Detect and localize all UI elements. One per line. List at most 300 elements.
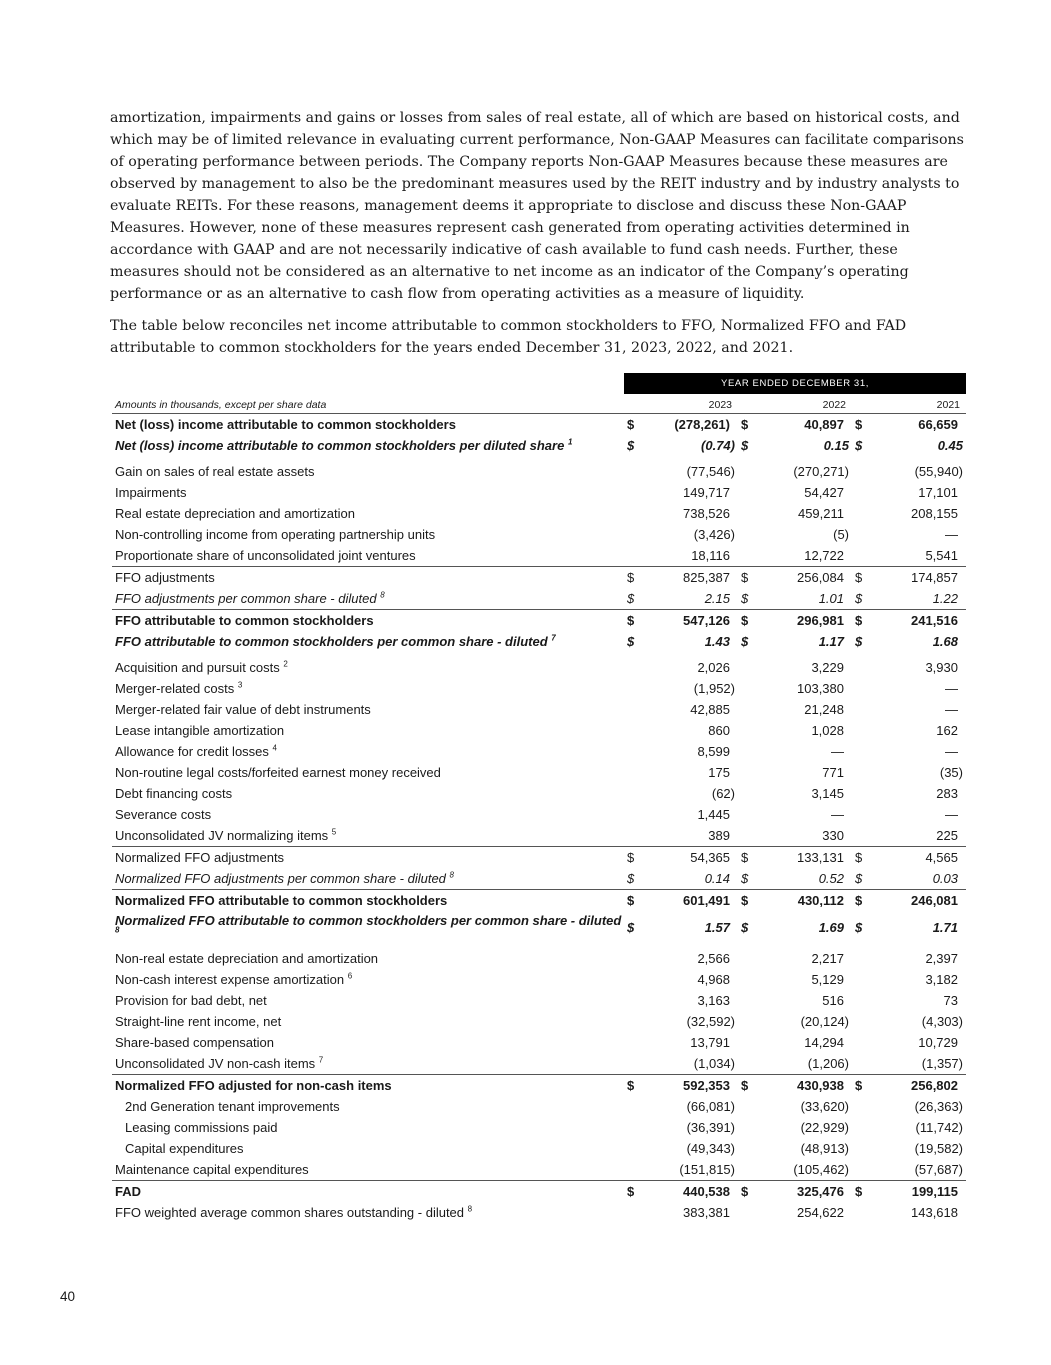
value-cell-2021 xyxy=(852,591,966,606)
value-cell-2022 xyxy=(738,1184,852,1199)
value-cell-2022 xyxy=(738,1035,852,1050)
value-number: (105,462) xyxy=(793,1162,849,1177)
value-number: (151,815) xyxy=(679,1162,735,1177)
value-number: 440,538 xyxy=(683,1184,730,1199)
value-cell-2023 xyxy=(624,1184,738,1199)
value-cell-2022 xyxy=(738,591,852,606)
value-number: (22,929) xyxy=(800,1120,849,1135)
value-number: (32,592) xyxy=(686,1014,735,1029)
value-cell-2023 xyxy=(624,828,738,843)
value-cell-2021 xyxy=(852,1078,966,1093)
dollar-sign: $ xyxy=(741,1184,749,1199)
value-cell-2021 xyxy=(852,786,966,801)
value-cell-2023 xyxy=(624,548,738,563)
value-number: 54,427 xyxy=(804,485,844,500)
table-row xyxy=(112,868,966,889)
row-label-text: Non-real estate depreciation and amortization xyxy=(115,951,379,966)
table-row xyxy=(112,741,966,762)
value-cell-2023 xyxy=(624,1078,738,1093)
value-number: — xyxy=(945,527,958,542)
dollar-sign: $ xyxy=(741,850,749,865)
value-number: 246,081 xyxy=(911,893,958,908)
row-label xyxy=(112,1162,624,1177)
value-cell-2021 xyxy=(852,1141,966,1156)
value-number: 2,217 xyxy=(811,951,844,966)
value-cell-2022 xyxy=(738,1120,852,1135)
row-label xyxy=(112,660,624,675)
value-number: 208,155 xyxy=(911,506,958,521)
dollar-sign: $ xyxy=(627,438,635,453)
row-label-text: Normalized FFO attributable to common stockholders xyxy=(115,893,448,908)
value-cell-2021 xyxy=(852,807,966,822)
body-paragraph-1: amortization, impairments and gains or losses from sales of real estate, all of which are based on historical costs, and which may be of limited relevance in evaluating current performance, Non-GAAP Measures can facilitate comparisons of operating performance between periods. The Company reports Non-GAAP Measures because these measures are observed by management to also be the predominant measures used by the REIT industry and by industry analysts to evaluate REITs. For these reasons, management deems it appropriate to disclose and discuss these Non-GAAP Measures. However, none of these measures represent cash generated from operating activities determined in accordance with GAAP and are not necessarily indicative of cash available to fund cash needs. Further, these measures should not be considered as an alternative to net income as an indicator of the Company’s operating performance or as an alternative to cash flow from operating activities as a measure of liquidity. xyxy=(110,110,964,302)
row-label xyxy=(112,765,624,780)
value-number: 0.52 xyxy=(818,871,844,886)
value-number: 5,129 xyxy=(811,972,844,987)
value-cell-2023 xyxy=(624,464,738,479)
dollar-sign: $ xyxy=(627,634,635,649)
value-cell-2023 xyxy=(624,506,738,521)
value-number: 143,618 xyxy=(911,1205,958,1220)
value-number: — xyxy=(945,702,958,717)
table-row xyxy=(112,524,966,545)
value-cell-2021 xyxy=(852,527,966,542)
reconciliation-table xyxy=(112,373,966,1223)
value-cell-2023 xyxy=(624,744,738,759)
value-number: 3,229 xyxy=(811,660,844,675)
value-number: 42,885 xyxy=(690,702,730,717)
dollar-sign: $ xyxy=(741,893,749,908)
value-number: (77,546) xyxy=(686,464,735,479)
row-label-text: Provision for bad debt, net xyxy=(115,993,267,1008)
value-cell-2021 xyxy=(852,438,966,453)
dollar-sign: $ xyxy=(627,417,635,432)
value-cell-2022 xyxy=(738,634,852,649)
footnote-marker: 3 xyxy=(237,680,243,690)
value-cell-2021 xyxy=(852,921,966,934)
dollar-sign: $ xyxy=(741,634,749,649)
row-label-text: Normalized FFO adjustments per common share - diluted xyxy=(115,871,446,886)
value-cell-2021 xyxy=(852,1162,966,1177)
row-label xyxy=(112,786,624,801)
value-number: 1.22 xyxy=(932,591,958,606)
row-label-text: Non-controlling income from operating partnership units xyxy=(115,527,436,542)
value-cell-2023 xyxy=(624,723,738,738)
row-label-text: Debt financing costs xyxy=(115,786,233,801)
value-cell-2022 xyxy=(738,972,852,987)
row-label-text: Gain on sales of real estate assets xyxy=(115,464,315,479)
table-row xyxy=(112,1117,966,1138)
value-cell-2021 xyxy=(852,850,966,865)
value-cell-2022 xyxy=(738,1078,852,1093)
value-cell-2023 xyxy=(624,1205,738,1220)
row-label xyxy=(112,1035,624,1050)
value-cell-2022 xyxy=(738,765,852,780)
footnote-marker: 5 xyxy=(331,827,337,837)
value-number: (1,034) xyxy=(693,1056,735,1071)
dollar-sign: $ xyxy=(741,417,749,432)
value-number: 18,116 xyxy=(691,548,730,563)
value-number: 296,981 xyxy=(797,613,844,628)
value-cell-2021 xyxy=(852,765,966,780)
row-label-text: Unconsolidated JV non-cash items xyxy=(115,1056,316,1071)
value-cell-2022 xyxy=(738,613,852,628)
value-cell-2021 xyxy=(852,1205,966,1220)
dollar-sign: $ xyxy=(627,570,635,585)
value-cell-2023 xyxy=(624,1014,738,1029)
value-cell-2021 xyxy=(852,893,966,908)
table-row xyxy=(112,414,966,435)
row-label-text: Net (loss) income attributable to common stockholders per diluted share xyxy=(115,438,565,453)
table-row xyxy=(112,503,966,524)
value-cell-2022 xyxy=(738,951,852,966)
value-number: 13,791 xyxy=(690,1035,730,1050)
table-row xyxy=(112,846,966,868)
dollar-sign: $ xyxy=(741,438,749,453)
row-label-text: 2nd Generation tenant improvements xyxy=(125,1099,340,1114)
table-row xyxy=(112,948,966,969)
row-label-text: Proportionate share of unconsolidated joint ventures xyxy=(115,548,416,563)
row-label xyxy=(112,828,624,843)
value-number: (11,742) xyxy=(915,1120,963,1135)
value-cell-2023 xyxy=(624,417,738,432)
value-cell-2023 xyxy=(624,485,738,500)
value-cell-2021 xyxy=(852,702,966,717)
value-cell-2022 xyxy=(738,893,852,908)
row-label-text: FFO attributable to common stockholders per common share - diluted xyxy=(115,634,548,649)
value-cell-2021 xyxy=(852,506,966,521)
value-number: 256,084 xyxy=(797,570,844,585)
table-row xyxy=(112,783,966,804)
table-row xyxy=(112,588,966,609)
value-number: (270,271) xyxy=(793,464,849,479)
row-label xyxy=(112,613,624,628)
row-label-text: Leasing commissions paid xyxy=(125,1120,278,1135)
row-label-text: Merger-related fair value of debt instruments xyxy=(115,702,371,717)
value-cell-2023 xyxy=(624,591,738,606)
value-number: 1.68 xyxy=(932,634,958,649)
table-row xyxy=(112,461,966,482)
table-row xyxy=(112,657,966,678)
value-number: 389 xyxy=(708,828,730,843)
table-row xyxy=(112,720,966,741)
value-number: — xyxy=(945,744,958,759)
value-cell-2022 xyxy=(738,1056,852,1071)
value-cell-2021 xyxy=(852,634,966,649)
value-number: 430,938 xyxy=(797,1078,844,1093)
footnote-marker: 6 xyxy=(347,971,353,981)
year-ended-header: YEAR ENDED DECEMBER 31, xyxy=(624,373,966,394)
table-row xyxy=(112,1011,966,1032)
table-row xyxy=(112,1096,966,1117)
row-label xyxy=(112,438,624,453)
value-number: 1.43 xyxy=(704,634,730,649)
value-number: 162 xyxy=(936,723,958,738)
value-number: 199,115 xyxy=(911,1184,958,1199)
value-cell-2023 xyxy=(624,893,738,908)
value-cell-2022 xyxy=(738,506,852,521)
dollar-sign: $ xyxy=(855,634,863,649)
value-number: 133,131 xyxy=(797,850,844,865)
row-label xyxy=(112,570,624,585)
body-paragraph-2: The table below reconciles net income attributable to common stockholders to FFO, Normalized FFO and FAD attributable to common stockholders for the years ended December 31, 2023, 2022, and 2021. xyxy=(110,318,907,356)
dollar-sign: $ xyxy=(855,1184,863,1199)
row-label xyxy=(112,951,624,966)
value-number: 516 xyxy=(822,993,844,1008)
value-cell-2023 xyxy=(624,807,738,822)
value-number: (33,620) xyxy=(800,1099,849,1114)
value-cell-2021 xyxy=(852,417,966,432)
dollar-sign: $ xyxy=(855,871,863,886)
value-cell-2022 xyxy=(738,570,852,585)
value-cell-2023 xyxy=(624,702,738,717)
value-number: 4,565 xyxy=(925,850,958,865)
row-label xyxy=(112,850,624,865)
table-row xyxy=(112,1032,966,1053)
value-cell-2021 xyxy=(852,1014,966,1029)
value-number: 1.17 xyxy=(818,634,844,649)
value-number: (1,952) xyxy=(693,681,735,696)
table-row xyxy=(112,631,966,652)
value-number: — xyxy=(831,807,844,822)
value-cell-2023 xyxy=(624,993,738,1008)
value-cell-2021 xyxy=(852,972,966,987)
value-number: 241,516 xyxy=(911,613,958,628)
dollar-sign: $ xyxy=(741,871,749,886)
value-cell-2021 xyxy=(852,1120,966,1135)
row-label xyxy=(112,914,624,940)
value-cell-2021 xyxy=(852,1056,966,1071)
dollar-sign: $ xyxy=(855,591,863,606)
value-cell-2021 xyxy=(852,464,966,479)
value-cell-2023 xyxy=(624,570,738,585)
value-cell-2022 xyxy=(738,681,852,696)
value-cell-2022 xyxy=(738,438,852,453)
dollar-sign: $ xyxy=(627,850,635,865)
value-number: 330 xyxy=(822,828,844,843)
value-cell-2022 xyxy=(738,871,852,886)
year-2023-header: 2023 xyxy=(708,399,732,411)
table-row xyxy=(112,969,966,990)
value-number: 0.15 xyxy=(823,438,849,453)
value-number: 21,248 xyxy=(804,702,844,717)
value-cell-2022 xyxy=(738,723,852,738)
row-label xyxy=(112,972,624,987)
value-number: 3,145 xyxy=(811,786,844,801)
table-row xyxy=(112,699,966,720)
dollar-sign: $ xyxy=(627,919,635,935)
value-number: 601,491 xyxy=(683,893,730,908)
row-label-text: FFO adjustments per common share - diluted xyxy=(115,591,377,606)
value-number: (1,357) xyxy=(921,1056,963,1071)
value-cell-2022 xyxy=(738,1205,852,1220)
row-label xyxy=(112,506,624,521)
value-number: 825,387 xyxy=(683,570,730,585)
row-label xyxy=(112,1205,624,1220)
table-row xyxy=(112,762,966,783)
row-label xyxy=(112,893,624,908)
value-number: 174,857 xyxy=(911,570,958,585)
value-cell-2023 xyxy=(624,681,738,696)
value-number: 430,112 xyxy=(797,893,844,908)
dollar-sign: $ xyxy=(855,1078,863,1093)
row-label xyxy=(112,634,624,649)
column-header-row xyxy=(112,394,966,414)
value-number: 1,028 xyxy=(811,723,844,738)
value-number: (4,303) xyxy=(921,1014,963,1029)
value-number: 175 xyxy=(708,765,730,780)
value-number: 12,722 xyxy=(804,548,844,563)
table-row xyxy=(112,804,966,825)
value-number: 8,599 xyxy=(697,744,730,759)
dollar-sign: $ xyxy=(627,871,635,886)
value-number: 592,353 xyxy=(683,1078,730,1093)
footnote-marker: 7 xyxy=(551,633,556,643)
value-number: 547,126 xyxy=(683,613,730,628)
value-number: (26,363) xyxy=(914,1099,963,1114)
row-label-text: Unconsolidated JV normalizing items xyxy=(115,828,329,843)
year-2021-header: 2021 xyxy=(936,399,960,411)
value-cell-2023 xyxy=(624,972,738,987)
value-cell-2023 xyxy=(624,765,738,780)
value-number: 4,968 xyxy=(697,972,730,987)
value-number: 66,659 xyxy=(918,417,958,432)
row-label xyxy=(112,807,624,822)
row-label xyxy=(112,1099,624,1114)
dollar-sign: $ xyxy=(855,570,863,585)
value-cell-2021 xyxy=(852,548,966,563)
value-number: 2,026 xyxy=(697,660,730,675)
value-number: 5,541 xyxy=(925,548,958,563)
value-number: (35) xyxy=(939,765,963,780)
value-number: 256,802 xyxy=(911,1078,958,1093)
row-label xyxy=(112,485,624,500)
value-cell-2022 xyxy=(738,702,852,717)
row-label-text: FFO attributable to common stockholders xyxy=(115,613,374,628)
units-note: Amounts in thousands, except per share data xyxy=(115,399,327,411)
table-row xyxy=(112,678,966,699)
value-number: (49,343) xyxy=(686,1141,735,1156)
dollar-sign: $ xyxy=(741,613,749,628)
value-cell-2022 xyxy=(738,993,852,1008)
value-number: 283 xyxy=(936,786,958,801)
row-label-text: Capital expenditures xyxy=(125,1141,244,1156)
dollar-sign: $ xyxy=(855,417,863,432)
row-label-text: FFO adjustments xyxy=(115,570,215,585)
value-cell-2023 xyxy=(624,660,738,675)
value-number: 0.45 xyxy=(937,438,963,453)
row-label-text: FFO weighted average common shares outstanding - diluted xyxy=(115,1205,465,1220)
dollar-sign: $ xyxy=(855,893,863,908)
value-cell-2023 xyxy=(624,951,738,966)
value-cell-2021 xyxy=(852,828,966,843)
value-cell-2022 xyxy=(738,786,852,801)
footnote-marker: 4 xyxy=(272,743,277,753)
value-number: 1,445 xyxy=(697,807,730,822)
footnote-marker: 8 xyxy=(449,870,454,880)
footnote-marker: 8 xyxy=(380,590,385,600)
table-row xyxy=(112,1074,966,1096)
value-number: 771 xyxy=(822,765,844,780)
footnote-marker: 2 xyxy=(283,659,288,669)
table-row xyxy=(112,911,966,943)
dollar-sign: $ xyxy=(741,1078,749,1093)
value-cell-2022 xyxy=(738,548,852,563)
value-number: 40,897 xyxy=(804,417,844,432)
value-number: (66,081) xyxy=(686,1099,735,1114)
dollar-sign: $ xyxy=(855,438,863,453)
row-label xyxy=(112,1120,624,1135)
footnote-marker: 1 xyxy=(567,437,573,447)
value-number: 1.57 xyxy=(704,919,730,935)
value-number: 2,566 xyxy=(697,951,730,966)
value-cell-2022 xyxy=(738,807,852,822)
dollar-sign: $ xyxy=(627,893,635,908)
value-number: 10,729 xyxy=(918,1035,958,1050)
value-cell-2023 xyxy=(624,850,738,865)
row-label xyxy=(112,871,624,886)
value-cell-2022 xyxy=(738,744,852,759)
row-label xyxy=(112,744,624,759)
row-label-text: Normalized FFO attributable to common stockholders per common share - diluted xyxy=(115,913,622,928)
row-label xyxy=(112,464,624,479)
value-cell-2023 xyxy=(624,1120,738,1135)
table-row xyxy=(112,889,966,911)
row-label-text: Lease intangible amortization xyxy=(115,723,285,738)
value-number: — xyxy=(831,744,844,759)
value-cell-2022 xyxy=(738,828,852,843)
row-label xyxy=(112,681,624,696)
value-cell-2022 xyxy=(738,1099,852,1114)
value-number: 254,622 xyxy=(797,1205,844,1220)
value-cell-2023 xyxy=(624,786,738,801)
row-label-text: Acquisition and pursuit costs xyxy=(115,660,280,675)
dollar-sign: $ xyxy=(627,591,635,606)
row-label-text: Impairments xyxy=(115,485,187,500)
value-cell-2022 xyxy=(738,850,852,865)
table-row xyxy=(112,566,966,588)
dollar-sign: $ xyxy=(741,919,749,935)
row-label-text: Merger-related costs xyxy=(115,681,235,696)
value-cell-2023 xyxy=(624,1056,738,1071)
dollar-sign: $ xyxy=(741,570,749,585)
value-cell-2023 xyxy=(624,921,738,934)
table-row xyxy=(112,990,966,1011)
value-number: (48,913) xyxy=(800,1141,849,1156)
value-cell-2021 xyxy=(852,1099,966,1114)
value-cell-2023 xyxy=(624,1099,738,1114)
value-number: (20,124) xyxy=(800,1014,849,1029)
row-label xyxy=(112,1078,624,1093)
dollar-sign: $ xyxy=(741,591,749,606)
value-cell-2022 xyxy=(738,417,852,432)
row-label-text: Allowance for credit losses xyxy=(115,744,269,759)
value-number: 383,381 xyxy=(683,1205,730,1220)
row-label-text: Normalized FFO adjustments xyxy=(115,850,285,865)
row-label-text: Maintenance capital expenditures xyxy=(115,1162,309,1177)
value-cell-2023 xyxy=(624,634,738,649)
value-cell-2023 xyxy=(624,613,738,628)
value-cell-2022 xyxy=(738,660,852,675)
year-2022-header: 2022 xyxy=(822,399,846,411)
value-cell-2021 xyxy=(852,871,966,886)
row-label-text: Non-cash interest expense amortization xyxy=(115,972,345,987)
value-cell-2022 xyxy=(738,921,852,934)
page-number: 40 xyxy=(60,1289,76,1304)
value-number: 3,182 xyxy=(925,972,958,987)
row-label xyxy=(112,527,624,542)
value-number: (0.74) xyxy=(701,438,735,453)
